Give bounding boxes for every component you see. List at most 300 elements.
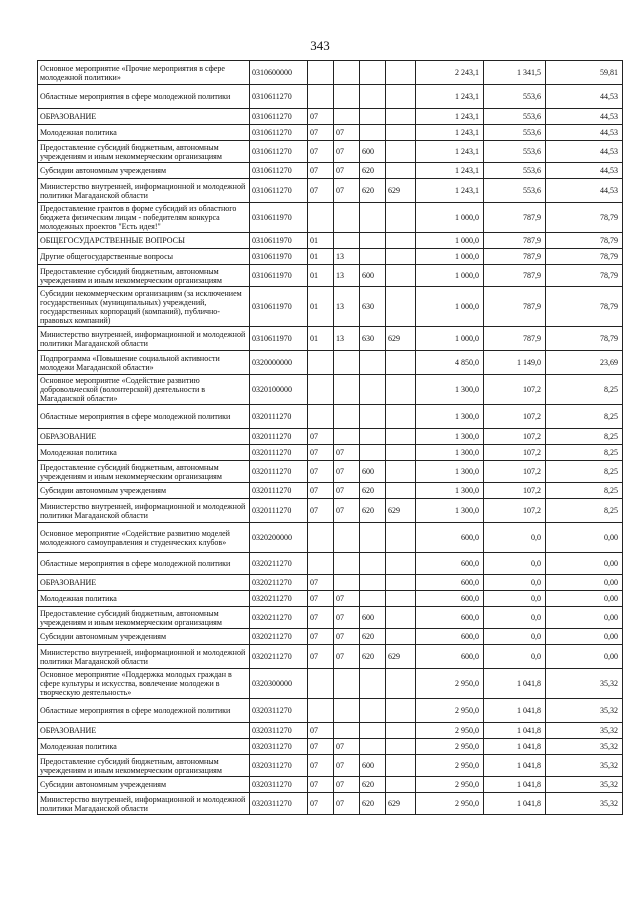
ministry-code-cell [386, 109, 416, 125]
target-article-cell: 0310611270 [250, 141, 308, 163]
row-name-cell: ОБРАЗОВАНИЕ [38, 575, 250, 591]
table-row [38, 109, 623, 125]
row-name-cell: Молодежная политика [38, 739, 250, 755]
table-row [38, 499, 623, 523]
execution-percent-cell: 78,79 [546, 327, 623, 351]
table-row [38, 553, 623, 575]
table-row [38, 523, 623, 553]
subsection-cell [334, 523, 360, 553]
planned-amount-cell: 1 300,0 [416, 429, 484, 445]
expense-type-cell: 630 [360, 287, 386, 327]
expense-type-cell: 620 [360, 777, 386, 793]
executed-amount-cell: 787,9 [484, 203, 546, 233]
target-article-cell: 0310611270 [250, 85, 308, 109]
execution-percent-cell: 0,00 [546, 607, 623, 629]
executed-amount-cell: 107,2 [484, 483, 546, 499]
planned-amount-cell: 4 850,0 [416, 351, 484, 375]
section-cell: 07 [308, 629, 334, 645]
executed-amount-cell: 553,6 [484, 163, 546, 179]
execution-percent-cell: 44,53 [546, 163, 623, 179]
ministry-code-cell [386, 351, 416, 375]
planned-amount-cell: 600,0 [416, 553, 484, 575]
page-number: 343 [310, 38, 330, 53]
ministry-code-cell [386, 755, 416, 777]
target-article-cell: 0310611970 [250, 233, 308, 249]
table-row [38, 233, 623, 249]
row-name-cell: Субсидии автономным учреждениям [38, 483, 250, 499]
section-cell: 07 [308, 739, 334, 755]
planned-amount-cell: 1 300,0 [416, 405, 484, 429]
row-name-cell: Областные мероприятия в сфере молодежной политики [38, 553, 250, 575]
section-cell: 01 [308, 249, 334, 265]
expense-type-cell [360, 591, 386, 607]
executed-amount-cell: 107,2 [484, 375, 546, 405]
executed-amount-cell: 1 041,8 [484, 777, 546, 793]
row-name-cell: Молодежная политика [38, 125, 250, 141]
expense-type-cell: 620 [360, 163, 386, 179]
executed-amount-cell: 0,0 [484, 645, 546, 669]
ministry-code-cell [386, 461, 416, 483]
ministry-code-cell: 629 [386, 499, 416, 523]
executed-amount-cell: 107,2 [484, 499, 546, 523]
ministry-code-cell [386, 553, 416, 575]
target-article-cell: 0310611970 [250, 287, 308, 327]
expense-type-cell: 620 [360, 499, 386, 523]
ministry-code-cell [386, 233, 416, 249]
planned-amount-cell: 1 243,1 [416, 125, 484, 141]
row-name-cell: Субсидии автономным учреждениям [38, 777, 250, 793]
expense-type-cell [360, 739, 386, 755]
executed-amount-cell: 1 149,0 [484, 351, 546, 375]
target-article-cell: 0310611270 [250, 109, 308, 125]
planned-amount-cell: 600,0 [416, 645, 484, 669]
table-row [38, 607, 623, 629]
planned-amount-cell: 1 000,0 [416, 287, 484, 327]
expense-type-cell [360, 523, 386, 553]
subsection-cell: 07 [334, 461, 360, 483]
table-row [38, 61, 623, 85]
table-row [38, 739, 623, 755]
row-name-cell: Основное мероприятие «Поддержка молодых граждан в сфере культуры и искусства, вовлечение молодежи в творческую деятельность» [38, 669, 250, 699]
section-cell: 07 [308, 429, 334, 445]
row-name-cell: Предоставление субсидий бюджетным, автономным учреждениям и иным некоммерческим организациям [38, 607, 250, 629]
ministry-code-cell [386, 523, 416, 553]
ministry-code-cell [386, 445, 416, 461]
table-row [38, 723, 623, 739]
planned-amount-cell: 1 243,1 [416, 85, 484, 109]
execution-percent-cell: 8,25 [546, 405, 623, 429]
planned-amount-cell: 2 950,0 [416, 723, 484, 739]
row-name-cell: Субсидии некоммерческим организациям (за исключением государственных (муниципальных) учреждений, государственных корпораций (компаний), публично-правовых компаний) [38, 287, 250, 327]
ministry-code-cell [386, 203, 416, 233]
expense-type-cell [360, 429, 386, 445]
table-row [38, 163, 623, 179]
planned-amount-cell: 2 950,0 [416, 755, 484, 777]
expense-type-cell: 620 [360, 483, 386, 499]
table-row [38, 645, 623, 669]
executed-amount-cell: 553,6 [484, 109, 546, 125]
ministry-code-cell [386, 375, 416, 405]
execution-percent-cell: 23,69 [546, 351, 623, 375]
target-article-cell: 0320111270 [250, 483, 308, 499]
execution-percent-cell: 44,53 [546, 85, 623, 109]
executed-amount-cell: 0,0 [484, 607, 546, 629]
execution-percent-cell: 8,25 [546, 483, 623, 499]
target-article-cell: 0310600000 [250, 61, 308, 85]
planned-amount-cell: 1 300,0 [416, 445, 484, 461]
planned-amount-cell: 1 000,0 [416, 327, 484, 351]
target-article-cell: 0310611270 [250, 179, 308, 203]
expense-type-cell [360, 351, 386, 375]
ministry-code-cell [386, 249, 416, 265]
ministry-code-cell [386, 723, 416, 739]
target-article-cell: 0320111270 [250, 461, 308, 483]
execution-percent-cell: 8,25 [546, 429, 623, 445]
executed-amount-cell: 1 041,8 [484, 669, 546, 699]
executed-amount-cell: 0,0 [484, 553, 546, 575]
subsection-cell [334, 109, 360, 125]
target-article-cell: 0320111270 [250, 429, 308, 445]
table-row [38, 203, 623, 233]
subsection-cell [334, 669, 360, 699]
subsection-cell: 07 [334, 483, 360, 499]
table-row [38, 591, 623, 607]
row-name-cell: ОБРАЗОВАНИЕ [38, 429, 250, 445]
expense-type-cell: 600 [360, 141, 386, 163]
subsection-cell: 07 [334, 739, 360, 755]
table-body [38, 61, 623, 815]
row-name-cell: Областные мероприятия в сфере молодежной политики [38, 405, 250, 429]
table-row [38, 755, 623, 777]
section-cell: 07 [308, 109, 334, 125]
section-cell: 07 [308, 445, 334, 461]
subsection-cell [334, 575, 360, 591]
ministry-code-cell [386, 629, 416, 645]
table-row [38, 141, 623, 163]
executed-amount-cell: 1 041,8 [484, 793, 546, 815]
subsection-cell [334, 429, 360, 445]
section-cell [308, 351, 334, 375]
execution-percent-cell: 0,00 [546, 629, 623, 645]
table-row [38, 327, 623, 351]
expense-type-cell: 600 [360, 607, 386, 629]
section-cell: 07 [308, 793, 334, 815]
expense-type-cell: 600 [360, 755, 386, 777]
subsection-cell: 07 [334, 179, 360, 203]
row-name-cell: Подпрограмма «Повышение социальной активности молодежи Магаданской области» [38, 351, 250, 375]
section-cell: 07 [308, 591, 334, 607]
target-article-cell: 0320211270 [250, 629, 308, 645]
planned-amount-cell: 1 000,0 [416, 249, 484, 265]
executed-amount-cell: 1 041,8 [484, 739, 546, 755]
table-row [38, 461, 623, 483]
section-cell: 07 [308, 125, 334, 141]
ministry-code-cell: 629 [386, 793, 416, 815]
execution-percent-cell: 35,32 [546, 723, 623, 739]
planned-amount-cell: 1 000,0 [416, 265, 484, 287]
ministry-code-cell [386, 699, 416, 723]
executed-amount-cell: 553,6 [484, 85, 546, 109]
section-cell: 07 [308, 575, 334, 591]
row-name-cell: Областные мероприятия в сфере молодежной политики [38, 699, 250, 723]
execution-percent-cell: 78,79 [546, 203, 623, 233]
execution-percent-cell: 44,53 [546, 125, 623, 141]
subsection-cell [334, 723, 360, 739]
subsection-cell [334, 351, 360, 375]
executed-amount-cell: 553,6 [484, 141, 546, 163]
table-row [38, 249, 623, 265]
planned-amount-cell: 600,0 [416, 629, 484, 645]
execution-percent-cell: 8,25 [546, 499, 623, 523]
execution-percent-cell: 78,79 [546, 265, 623, 287]
table-row [38, 351, 623, 375]
section-cell: 01 [308, 265, 334, 287]
expense-type-cell [360, 233, 386, 249]
executed-amount-cell: 1 341,5 [484, 61, 546, 85]
row-name-cell: Министерство внутренней, информационной и молодежной политики Магаданской области [38, 645, 250, 669]
expense-type-cell [360, 405, 386, 429]
executed-amount-cell: 107,2 [484, 461, 546, 483]
row-name-cell: Министерство внутренней, информационной и молодежной политики Магаданской области [38, 499, 250, 523]
row-name-cell: Основное мероприятие «Содействие развитию добровольческой (волонтерской) деятельности в Магаданской области» [38, 375, 250, 405]
ministry-code-cell [386, 61, 416, 85]
target-article-cell: 0310611970 [250, 249, 308, 265]
execution-percent-cell: 35,32 [546, 699, 623, 723]
section-cell: 01 [308, 327, 334, 351]
row-name-cell: Областные мероприятия в сфере молодежной политики [38, 85, 250, 109]
executed-amount-cell: 1 041,8 [484, 699, 546, 723]
row-name-cell: Министерство внутренней, информационной и молодежной политики Магаданской области [38, 327, 250, 351]
row-name-cell: Основное мероприятие «Содействие развитию моделей молодежного самоуправления и студенческих клубов» [38, 523, 250, 553]
executed-amount-cell: 553,6 [484, 179, 546, 203]
table-row [38, 85, 623, 109]
execution-percent-cell: 78,79 [546, 287, 623, 327]
subsection-cell: 07 [334, 793, 360, 815]
row-name-cell: Молодежная политика [38, 445, 250, 461]
table-row [38, 483, 623, 499]
ministry-code-cell [386, 287, 416, 327]
target-article-cell: 0320100000 [250, 375, 308, 405]
row-name-cell: ОБРАЗОВАНИЕ [38, 723, 250, 739]
executed-amount-cell: 0,0 [484, 629, 546, 645]
expense-type-cell [360, 553, 386, 575]
ministry-code-cell [386, 405, 416, 429]
section-cell [308, 375, 334, 405]
planned-amount-cell: 1 300,0 [416, 499, 484, 523]
subsection-cell [334, 405, 360, 429]
table-row [38, 265, 623, 287]
execution-percent-cell: 35,32 [546, 755, 623, 777]
subsection-cell: 07 [334, 163, 360, 179]
execution-percent-cell: 0,00 [546, 523, 623, 553]
planned-amount-cell: 600,0 [416, 575, 484, 591]
expense-type-cell [360, 125, 386, 141]
section-cell [308, 85, 334, 109]
ministry-code-cell [386, 777, 416, 793]
section-cell [308, 203, 334, 233]
executed-amount-cell: 787,9 [484, 233, 546, 249]
target-article-cell: 0320211270 [250, 591, 308, 607]
planned-amount-cell: 1 000,0 [416, 233, 484, 249]
expense-type-cell [360, 575, 386, 591]
expense-type-cell [360, 109, 386, 125]
planned-amount-cell: 1 243,1 [416, 109, 484, 125]
row-name-cell: Молодежная политика [38, 591, 250, 607]
section-cell: 07 [308, 499, 334, 523]
ministry-code-cell [386, 265, 416, 287]
ministry-code-cell [386, 739, 416, 755]
section-cell: 07 [308, 461, 334, 483]
section-cell: 07 [308, 179, 334, 203]
execution-percent-cell: 78,79 [546, 249, 623, 265]
row-name-cell: Предоставление грантов в форме субсидий из областного бюджета физическим лицам - победителям конкурса молодежных проектов "Есть идея!" [38, 203, 250, 233]
target-article-cell: 0320311270 [250, 739, 308, 755]
planned-amount-cell: 2 950,0 [416, 739, 484, 755]
expense-type-cell: 630 [360, 327, 386, 351]
section-cell: 07 [308, 483, 334, 499]
expense-type-cell: 620 [360, 645, 386, 669]
planned-amount-cell: 2 950,0 [416, 793, 484, 815]
target-article-cell: 0310611970 [250, 265, 308, 287]
execution-percent-cell: 8,25 [546, 375, 623, 405]
expense-type-cell [360, 445, 386, 461]
expense-type-cell: 620 [360, 793, 386, 815]
planned-amount-cell: 2 950,0 [416, 777, 484, 793]
execution-percent-cell: 44,53 [546, 141, 623, 163]
row-name-cell: Министерство внутренней, информационной и молодежной политики Магаданской области [38, 179, 250, 203]
target-article-cell: 0320211270 [250, 553, 308, 575]
row-name-cell: Другие общегосударственные вопросы [38, 249, 250, 265]
table-row [38, 429, 623, 445]
ministry-code-cell [386, 607, 416, 629]
subsection-cell: 13 [334, 327, 360, 351]
section-cell: 07 [308, 723, 334, 739]
planned-amount-cell: 600,0 [416, 607, 484, 629]
section-cell: 07 [308, 645, 334, 669]
planned-amount-cell: 1 243,1 [416, 141, 484, 163]
expense-type-cell [360, 61, 386, 85]
planned-amount-cell: 1 300,0 [416, 375, 484, 405]
row-name-cell: Предоставление субсидий бюджетным, автономным учреждениям и иным некоммерческим организациям [38, 265, 250, 287]
table-row [38, 669, 623, 699]
target-article-cell: 0310611970 [250, 203, 308, 233]
subsection-cell [334, 699, 360, 723]
planned-amount-cell: 1 300,0 [416, 461, 484, 483]
section-cell: 01 [308, 233, 334, 249]
planned-amount-cell: 600,0 [416, 523, 484, 553]
ministry-code-cell [386, 591, 416, 607]
subsection-cell: 07 [334, 777, 360, 793]
expense-type-cell [360, 669, 386, 699]
row-name-cell: Предоставление субсидий бюджетным, автономным учреждениям и иным некоммерческим организациям [38, 141, 250, 163]
execution-percent-cell: 35,32 [546, 777, 623, 793]
subsection-cell: 07 [334, 607, 360, 629]
expense-type-cell [360, 203, 386, 233]
ministry-code-cell [386, 141, 416, 163]
target-article-cell: 0310611270 [250, 163, 308, 179]
table-row [38, 375, 623, 405]
table-row [38, 629, 623, 645]
subsection-cell: 07 [334, 645, 360, 669]
subsection-cell: 13 [334, 265, 360, 287]
expense-type-cell: 600 [360, 265, 386, 287]
subsection-cell [334, 553, 360, 575]
ministry-code-cell [386, 575, 416, 591]
planned-amount-cell: 2 950,0 [416, 699, 484, 723]
expense-type-cell [360, 249, 386, 265]
subsection-cell [334, 61, 360, 85]
section-cell [308, 523, 334, 553]
ministry-code-cell [386, 85, 416, 109]
execution-percent-cell: 8,25 [546, 445, 623, 461]
execution-percent-cell: 0,00 [546, 591, 623, 607]
section-cell: 07 [308, 607, 334, 629]
table-row [38, 405, 623, 429]
subsection-cell: 07 [334, 499, 360, 523]
execution-percent-cell: 35,32 [546, 669, 623, 699]
row-name-cell: Предоставление субсидий бюджетным, автономным учреждениям и иным некоммерческим организациям [38, 461, 250, 483]
execution-percent-cell: 0,00 [546, 575, 623, 591]
planned-amount-cell: 1 243,1 [416, 179, 484, 203]
budget-table [37, 60, 623, 815]
target-article-cell: 0320311270 [250, 793, 308, 815]
subsection-cell: 07 [334, 125, 360, 141]
target-article-cell: 0320111270 [250, 445, 308, 461]
table-row [38, 125, 623, 141]
subsection-cell [334, 85, 360, 109]
row-name-cell: ОБРАЗОВАНИЕ [38, 109, 250, 125]
row-name-cell: Основное мероприятие «Прочие мероприятия в сфере молодежной политики» [38, 61, 250, 85]
table-row [38, 699, 623, 723]
subsection-cell [334, 233, 360, 249]
expense-type-cell: 620 [360, 179, 386, 203]
table-row [38, 793, 623, 815]
expense-type-cell [360, 699, 386, 723]
target-article-cell: 0320311270 [250, 755, 308, 777]
subsection-cell: 07 [334, 591, 360, 607]
ministry-code-cell [386, 483, 416, 499]
section-cell: 07 [308, 777, 334, 793]
executed-amount-cell: 553,6 [484, 125, 546, 141]
ministry-code-cell [386, 429, 416, 445]
target-article-cell: 0320311270 [250, 723, 308, 739]
section-cell [308, 61, 334, 85]
executed-amount-cell: 787,9 [484, 327, 546, 351]
row-name-cell: Предоставление субсидий бюджетным, автономным учреждениям и иным некоммерческим организациям [38, 755, 250, 777]
table-row [38, 287, 623, 327]
expense-type-cell [360, 723, 386, 739]
section-cell [308, 553, 334, 575]
execution-percent-cell: 59,81 [546, 61, 623, 85]
executed-amount-cell: 787,9 [484, 265, 546, 287]
target-article-cell: 0320311270 [250, 777, 308, 793]
subsection-cell: 07 [334, 445, 360, 461]
target-article-cell: 0320000000 [250, 351, 308, 375]
execution-percent-cell: 78,79 [546, 233, 623, 249]
planned-amount-cell: 1 000,0 [416, 203, 484, 233]
executed-amount-cell: 787,9 [484, 287, 546, 327]
section-cell [308, 405, 334, 429]
subsection-cell: 07 [334, 755, 360, 777]
section-cell: 07 [308, 141, 334, 163]
execution-percent-cell: 44,53 [546, 179, 623, 203]
target-article-cell: 0320211270 [250, 645, 308, 669]
ministry-code-cell [386, 163, 416, 179]
planned-amount-cell: 1 243,1 [416, 163, 484, 179]
subsection-cell [334, 375, 360, 405]
target-article-cell: 0320311270 [250, 699, 308, 723]
row-name-cell: ОБЩЕГОСУДАРСТВЕННЫЕ ВОПРОСЫ [38, 233, 250, 249]
